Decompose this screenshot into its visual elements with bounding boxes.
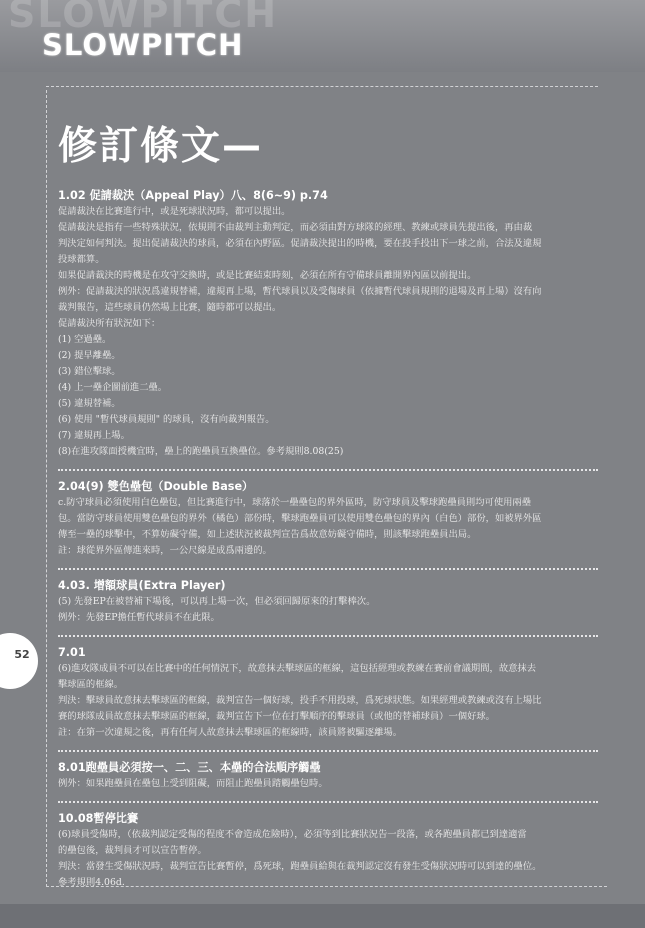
body-line: 判決定如何判決。提出促請裁決的球員，必須在內野區。促請裁決提出的時機，要在投手投出下一球之前，合法及違規 <box>58 238 542 249</box>
page-number: 52 <box>14 648 30 661</box>
body-line: 例外：先發EP擔任暫代球員不在此限。 <box>58 612 220 623</box>
body-line: 例外：促請裁決的狀況爲違規替補，違規再上場，暫代球員以及受傷球員（依據暫代球員規則的退場及再上場）沒有向 <box>58 286 542 297</box>
body-line: (5) 先發EP在被替補下場後，可以再上場一次，但必須回歸原來的打擊棒次。 <box>58 596 376 607</box>
dotted-divider <box>58 750 598 752</box>
bottom-band <box>0 904 645 928</box>
section-7-01 <box>58 646 598 741</box>
section-4-03 <box>58 579 598 626</box>
list-item: (4) 上一壘企圖前進二壘。 <box>58 382 168 393</box>
body-line: 傳至一壘的球擊中，不算妨礙守備，如上述狀況被裁判宣告爲故意妨礙守備時，則該擊球跑壘員出局。 <box>58 529 477 540</box>
body-line: 註：在第一次違規之後，再有任何人故意抹去擊球區的框線時，該員將被驅逐離場。 <box>58 727 402 738</box>
list-item: (7) 違規再上場。 <box>58 430 130 441</box>
section-heading: 8.01跑壘員必須按一、二、三、本壘的合法順序觸壘 <box>58 761 321 774</box>
body-line: 判決：擊球員故意抹去擊球區的框線，裁判宣告一個好球，投手不用投球，爲死球狀態。如果經理或教練或沒有上場比 <box>58 695 542 706</box>
section-heading: 7.01 <box>58 646 86 659</box>
body-line: 促請裁決在比賽進行中，或是死球狀況時，都可以提出。 <box>58 206 291 217</box>
section-2-04 <box>58 480 598 559</box>
frame-top-border <box>46 86 598 87</box>
list-item: (2) 提早離壘。 <box>58 350 121 361</box>
dotted-divider <box>58 568 598 570</box>
body-line: 如果促請裁決的時機是在攻守交換時，或是比賽結束時刻，必須在所有守備球員離開界內區以前提出。 <box>58 270 477 281</box>
body-line: 裁判報告，這些球員仍然場上比賽，隨時都可以提出。 <box>58 302 282 313</box>
list-item: (6) 使用 "暫代球員規則" 的球員，沒有向裁判報告。 <box>58 414 275 425</box>
dotted-divider <box>58 635 598 637</box>
body-line: 促請裁決所有狀況如下： <box>58 318 161 329</box>
list-item: (1) 空過壘。 <box>58 334 112 345</box>
section-heading: 2.04(9) 雙色壘包（Double Base） <box>58 480 254 493</box>
page-title: 修訂條文— <box>58 124 264 169</box>
section-heading: 1.02 促請裁決（Appeal Play）八、8(6~9) p.74 <box>58 189 328 202</box>
content <box>58 189 598 891</box>
section-heading: 4.03. 增額球員(Extra Player) <box>58 579 226 592</box>
body-line: 賽的球隊成員故意抹去擊球區的框線，裁判宣告下一位在打擊順序的擊球員（或他的替補球員）一個好球。 <box>58 711 495 722</box>
body-line: 促請裁決是指有一些特殊狀況，依規則不由裁判主動判定，而必須由對方球隊的經理、教練或球員先提出後，再由裁 <box>58 222 533 233</box>
body-line: c.防守球員必須使用白色壘包，但比賽進行中，球落於一壘壘包的界外區時，防守球員及擊球跑壘員則均可使用兩壘 <box>58 497 532 508</box>
brand-logo: SLOWPITCH <box>42 28 244 62</box>
body-line: 投球都算。 <box>58 254 105 265</box>
dotted-divider <box>58 469 598 471</box>
list-item: (8)在進攻隊面授機宜時，壘上的跑壘員互換壘位。參考規則8.08(25) <box>58 446 344 457</box>
body-line: 參考規則4.06d. <box>58 877 125 888</box>
body-line: 判決：當發生受傷狀況時，裁判宣告比賽暫停，爲死球，跑壘員給與在裁判認定沒有發生受傷狀況時可以到達的壘位。 <box>58 861 542 872</box>
dotted-divider <box>58 801 598 803</box>
body-line: 註：球從界外區傳進來時，一公尺線是成爲兩邊的。 <box>58 545 272 556</box>
brand-watermark: SLOWPITCH <box>8 0 279 36</box>
section-8-01 <box>58 761 598 792</box>
section-10-08 <box>58 812 598 891</box>
page-number-tab <box>0 633 38 689</box>
header-band <box>0 0 645 72</box>
body-line: (6)進攻隊成員不可以在比賽中的任何情況下，故意抹去擊球區的框線，這包括經理或教練在賽前會議期間，故意抹去 <box>58 663 537 674</box>
body-line: 的壘包後，裁判員才可以宣告暫停。 <box>58 845 207 856</box>
section-heading: 10.08暫停比賽 <box>58 812 139 825</box>
body-line: (6)球員受傷時，（依裁判認定受傷的程度不會造成危險時），必須等到比賽狀況告一段落，或各跑壘員都已到達適當 <box>58 829 527 840</box>
list-item: (3) 錯位擊球。 <box>58 366 121 377</box>
body-line: 例外：如果跑壘員在壘包上受到阻礙，而阻止跑壘員踏觸壘包時。 <box>58 778 328 789</box>
body-line: 包。當防守球員使用雙色壘包的界外（橘色）部份時，擊球跑壘員可以使用雙色壘包的界內（白色）部份，如被界外區 <box>58 513 542 524</box>
section-1-02 <box>58 189 598 460</box>
list-item: (5) 違規替補。 <box>58 398 121 409</box>
body-line: 擊球區的框線。 <box>58 679 124 690</box>
